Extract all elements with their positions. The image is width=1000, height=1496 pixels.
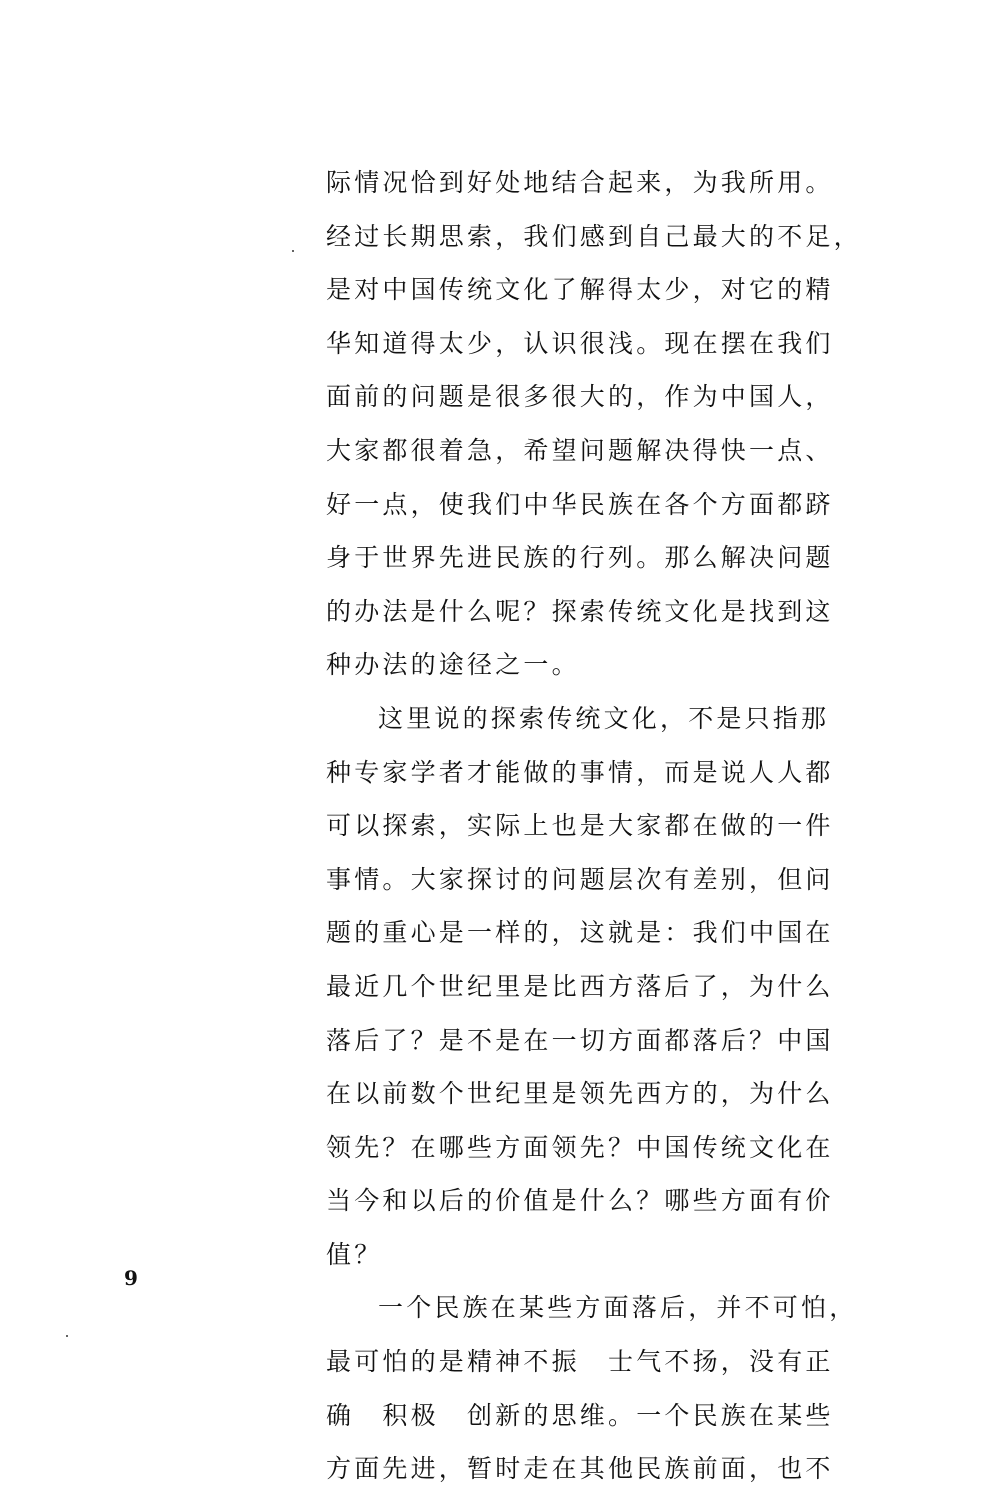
text-line: 可以探索，实际上也是大家都在做的一件 <box>326 811 834 841</box>
text-line: 在以前数个世纪里是领先西方的，为什么 <box>326 1079 834 1109</box>
page-number: 9 <box>124 1266 138 1290</box>
scan-speck <box>66 1335 68 1337</box>
text-line: 华知道得太少，认识很浅。现在摆在我们 <box>326 328 834 358</box>
text-line: 种办法的途径之一。 <box>326 650 580 680</box>
paragraph-first-line: 这里说的探索传统文化，不是只指那 <box>378 703 830 733</box>
body-text <box>326 156 862 1496</box>
text-line: 值？ <box>326 1239 383 1269</box>
text-line: 大家都很着急，希望问题解决得快一点、 <box>326 435 834 465</box>
text-line: 事情。大家探讨的问题层次有差别，但问 <box>326 864 834 894</box>
text-line: 落后了？是不是在一切方面都落后？中国 <box>326 1025 834 1055</box>
scan-speck <box>292 250 294 252</box>
text-line: 面前的问题是很多很大的，作为中国人， <box>326 382 834 412</box>
text-line: 最近几个世纪里是比西方落后了，为什么 <box>326 971 834 1001</box>
text-line: 身于世界先进民族的行列。那么解决问题 <box>326 543 834 573</box>
text-line: 经过长期思索，我们感到自己最大的不足， <box>326 221 862 251</box>
text-line: 题的重心是一样的，这就是：我们中国在 <box>326 918 834 948</box>
text-line: 是对中国传统文化了解得太少，对它的精 <box>326 275 834 305</box>
paragraph-first-line: 一个民族在某些方面落后，并不可怕， <box>378 1293 858 1323</box>
text-line: 际情况恰到好处地结合起来，为我所用。 <box>326 168 834 197</box>
text-line: 领先？在哪些方面领先？中国传统文化在 <box>326 1132 834 1162</box>
text-line: 的办法是什么呢？探索传统文化是找到这 <box>326 596 834 626</box>
text-line: 当今和以后的价值是什么？哪些方面有价 <box>326 1186 834 1216</box>
text-line: 确 积极 创新的思维。一个民族在某些 <box>326 1400 834 1430</box>
text-line: 好一点，使我们中华民族在各个方面都跻 <box>326 489 834 519</box>
text-line: 种专家学者才能做的事情，而是说人人都 <box>326 757 834 787</box>
text-line: 方面先进，暂时走在其他民族前面，也不 <box>326 1454 834 1484</box>
text-line: 最可怕的是精神不振 士气不扬，没有正 <box>326 1347 834 1377</box>
